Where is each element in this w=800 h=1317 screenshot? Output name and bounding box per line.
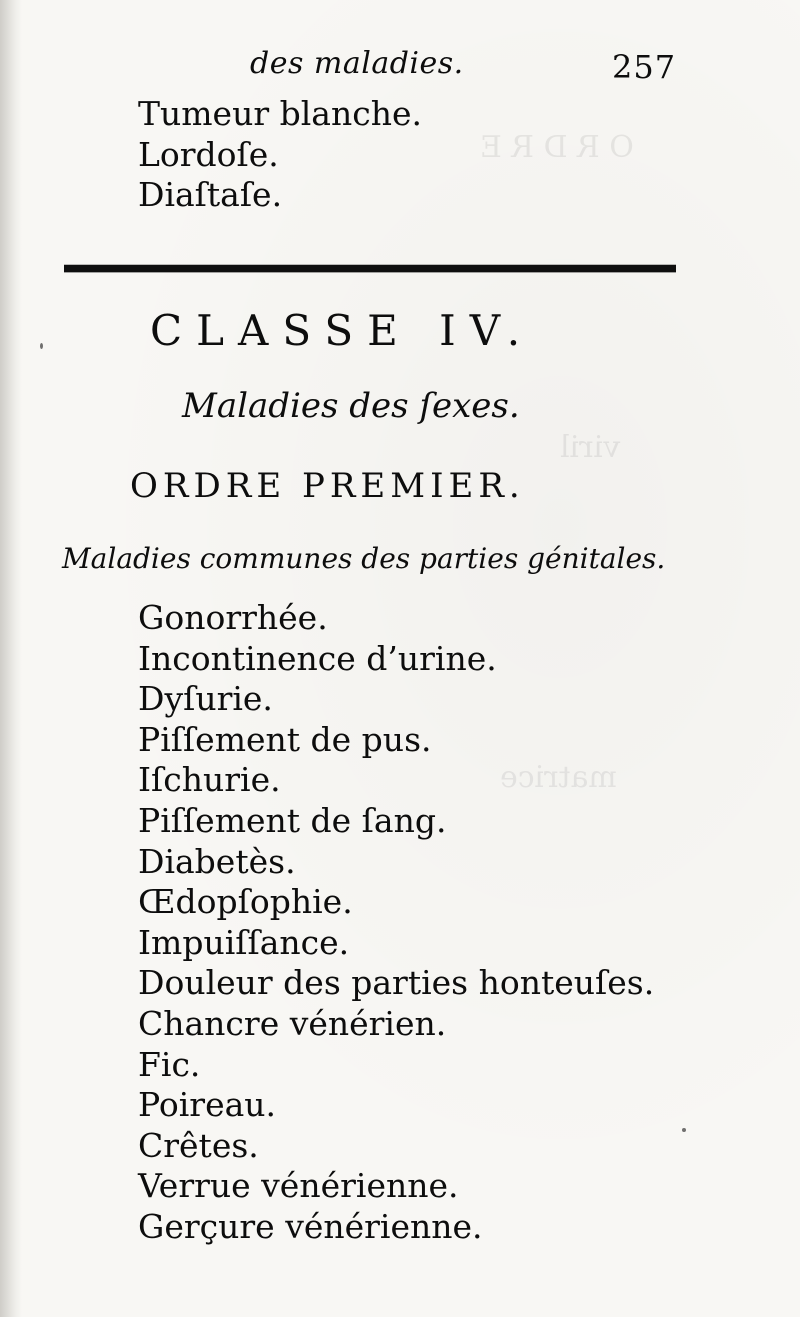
list-item: Diabetès. xyxy=(138,841,296,881)
list-item: Chancre vénérien. xyxy=(138,1003,447,1043)
list-item: Piſſement de ſang. xyxy=(138,800,447,840)
list-item: Lordoſe. xyxy=(138,134,279,174)
order-heading: ORDRE PREMIER. xyxy=(130,466,525,506)
list-item: Fic. xyxy=(138,1044,201,1084)
list-item: Diaſtaſe. xyxy=(138,175,283,215)
show-through-text: O R D R E xyxy=(480,130,634,165)
page-binding-shadow xyxy=(0,0,22,1317)
list-item: Verrue vénérienne. xyxy=(138,1166,459,1206)
ink-speck xyxy=(40,343,43,349)
list-item: Piſſement de pus. xyxy=(138,719,432,759)
list-item: Iſchurie. xyxy=(138,760,281,800)
class-subheading: Maladies des ſexes. xyxy=(182,386,520,426)
list-item: Impuiſſance. xyxy=(138,922,350,962)
order-subheading: Maladies communes des parties génitales. xyxy=(62,542,666,575)
running-header: des maladies. xyxy=(250,46,464,81)
disease-list xyxy=(138,598,654,1248)
class-heading: CLASSE IV. xyxy=(150,306,535,355)
list-item: Poireau. xyxy=(138,1085,277,1125)
section-divider-rule xyxy=(64,265,676,272)
list-item: Œdopſophie. xyxy=(138,882,353,922)
page-number: 257 xyxy=(612,48,677,86)
continued-disease-list xyxy=(138,94,422,216)
ink-speck xyxy=(682,1128,686,1132)
list-item: Gerçure vénérienne. xyxy=(138,1206,483,1246)
show-through-text: matrice xyxy=(500,760,617,795)
list-item: Douleur des parties honteuſes. xyxy=(138,963,655,1003)
show-through-text: viril xyxy=(560,430,621,465)
list-item: Crêtes. xyxy=(138,1125,259,1165)
list-item: Dyſurie. xyxy=(138,679,273,719)
list-item: Incontinence d’urine. xyxy=(138,638,497,678)
list-item: Tumeur blanche. xyxy=(138,94,422,133)
list-item: Gonorrhée. xyxy=(138,598,328,637)
